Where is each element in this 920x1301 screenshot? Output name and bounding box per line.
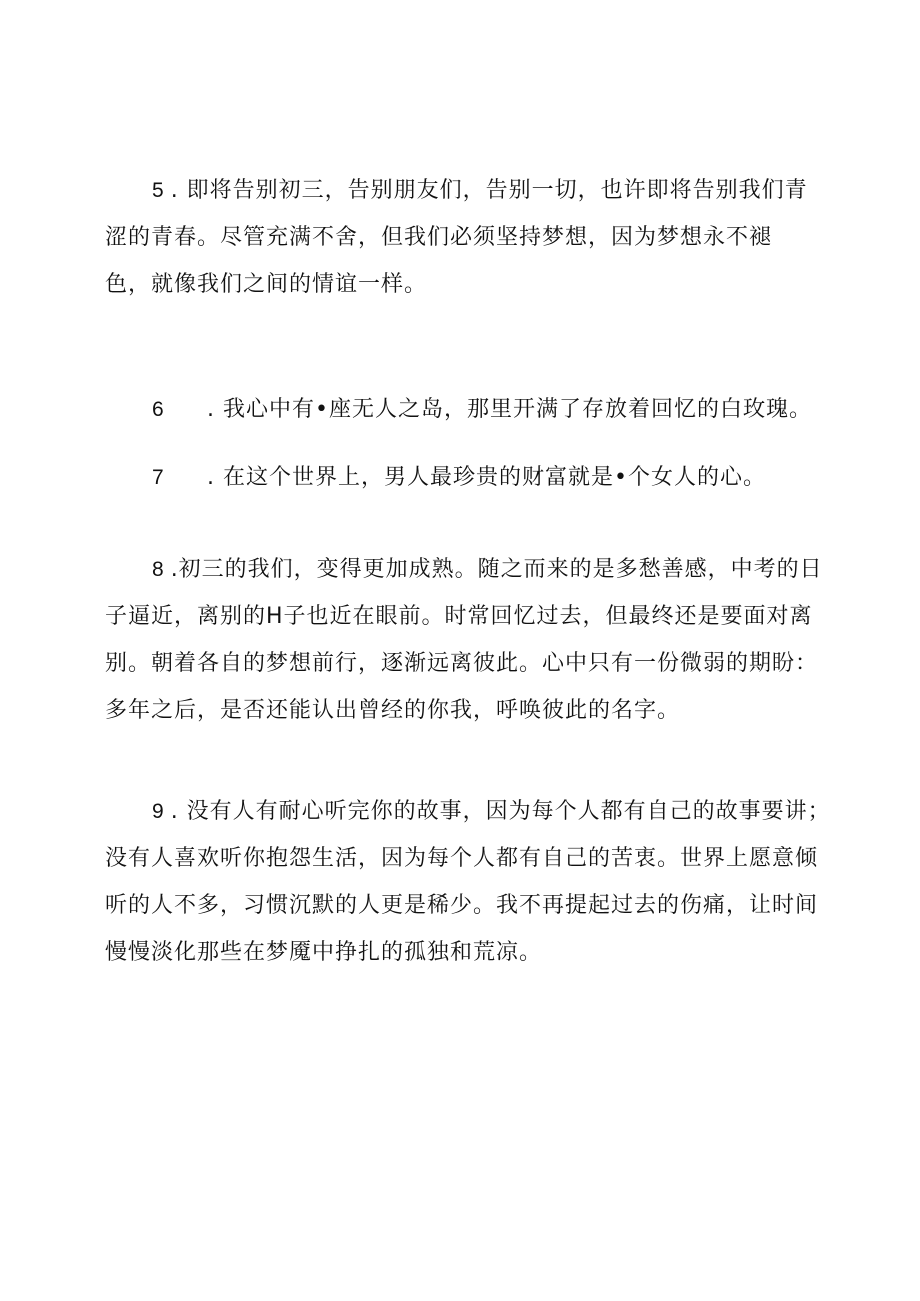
line-text: .初三的我们，变得更加成熟。随之而来的是多愁善感，中考的日 bbox=[170, 557, 823, 582]
line-text: . 没有人有耐心听完你的故事，因为每个人都有自己的故事要讲； bbox=[170, 799, 831, 824]
paragraph-7 bbox=[105, 454, 825, 501]
paragraph-6 bbox=[105, 386, 825, 433]
paragraph-line: 色，就像我们之间的情谊一样。 bbox=[105, 272, 428, 297]
line-text: . 在这个世界上，男人最珍贵的财富就是•个女人的心。 bbox=[207, 465, 766, 490]
paragraph-line: 涩的青春。尽管充满不舍，但我们必须坚持梦想，因为梦想永不褪 bbox=[105, 225, 773, 250]
item-number: 6 bbox=[152, 398, 165, 421]
item-number: 7 bbox=[152, 466, 165, 489]
paragraph-line bbox=[105, 167, 825, 214]
paragraph-line bbox=[105, 386, 825, 433]
paragraph-line bbox=[105, 454, 825, 501]
item-number: 8 bbox=[152, 558, 165, 581]
line-text: . 我心中有•座无人之岛，那里开满了存放着回忆的白玫瑰。 bbox=[207, 397, 812, 422]
paragraph-5 bbox=[105, 167, 825, 308]
paragraph-line: 子逼近，离别的H子也近在眼前。时常回忆过去，但最终还是要面对离 bbox=[105, 604, 813, 629]
paragraph-9 bbox=[105, 788, 831, 976]
paragraph-line: 慢慢淡化那些在梦魇中挣扎的孤独和荒凉。 bbox=[105, 940, 543, 965]
paragraph-line: 多年之后，是否还能认出曾经的你我，呼唤彼此的名字。 bbox=[105, 698, 681, 723]
item-number: 9 bbox=[152, 800, 165, 823]
paragraph-line bbox=[105, 788, 831, 835]
paragraph-line bbox=[105, 546, 825, 593]
paragraph-line: 听的人不多，习惯沉默的人更是稀少。我不再提起过去的伤痛，让时间 bbox=[105, 893, 819, 918]
item-number: 5 bbox=[152, 179, 165, 202]
paragraph-line: 没有人喜欢听你抱怨生活，因为每个人都有自己的苦衷。世界上愿意倾 bbox=[105, 846, 819, 871]
paragraph-line: 别。朝着各自的梦想前行，逐渐远离彼此。心中只有一份微弱的期盼： bbox=[105, 651, 819, 676]
line-text: . 即将告别初三，告别朋友们，告别一切，也许即将告别我们青 bbox=[170, 178, 808, 203]
paragraph-8 bbox=[105, 546, 825, 734]
